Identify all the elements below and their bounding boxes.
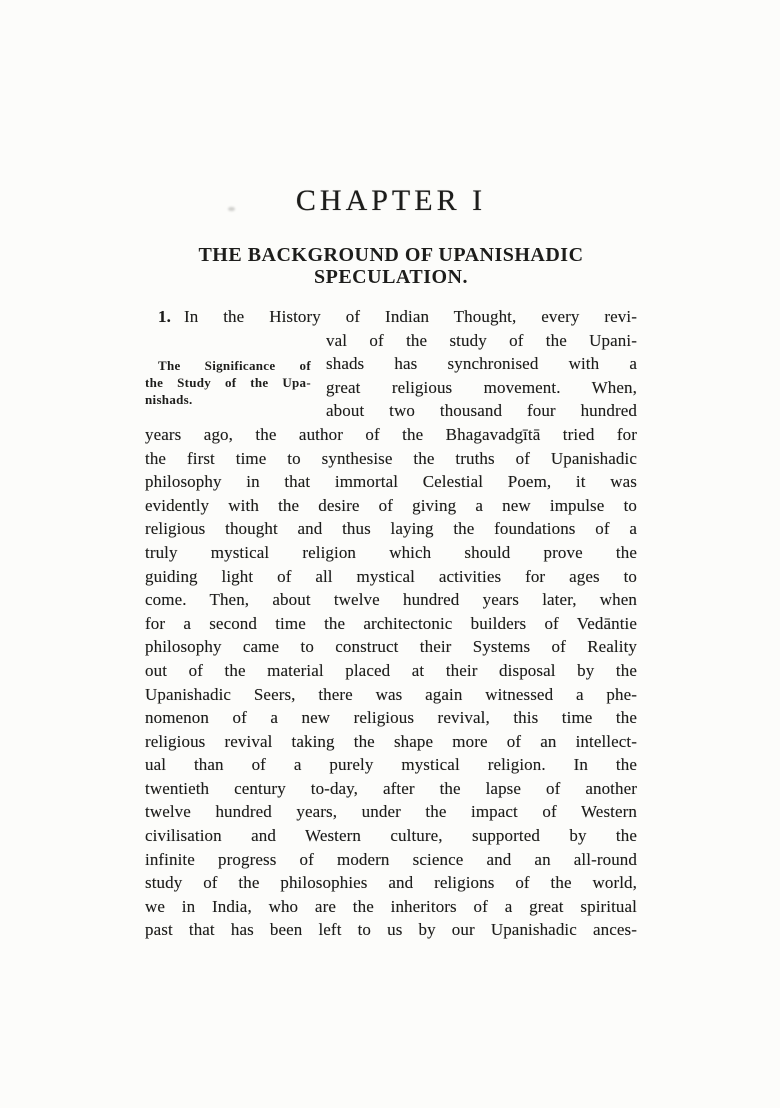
margin-note-column [145,329,326,423]
body-line: philosophy came to construct their Systems of Reality [145,637,637,657]
body-line: twentieth century to-day, after the lapse of another [145,778,637,798]
body-line: religious thought and thus laying the foundations of a [145,519,637,539]
chapter-heading: CHAPTER I [295,184,487,217]
body-line: philosophy in that immortal Celestial Poem, it was [145,472,637,492]
body-line: out of the material placed at their disposal by the [145,660,637,680]
body-line: truly mystical religion which should prove the [145,542,637,562]
body-line: evidently with the desire of giving a new impulse to [145,495,637,515]
body-text [145,305,637,942]
section-heading-line-2: SPECULATION. [314,266,468,288]
note-row [145,329,637,423]
body-line: come. Then, about twelve hundred years later, when [145,590,637,610]
body-line: val of the study of the Upani- [326,330,637,350]
body-line: nomenon of a new religious revival, this time the [145,708,637,728]
margin-note-line: The Significance of [158,357,311,373]
section-heading [145,244,637,288]
body-line: religious revival taking the shape more of an intellect- [145,731,637,751]
margin-note [145,357,311,408]
body-line: twelve hundred years, under the impact of Western [145,802,637,822]
section-heading-line-1: THE BACKGROUND OF UPANISHADIC [198,244,584,266]
body-line: guiding light of all mystical activities for ages to [145,566,637,586]
margin-note-line: nishads. [145,391,193,407]
body-line: shads has synchronised with a [326,354,637,374]
body-line: years ago, the author of the Bhagavadgītā tried for [145,424,637,444]
paragraph-number: 1. [158,307,171,326]
body-line: we in India, who are the inheritors of a great spiritual [145,896,637,916]
margin-note-line: the Study of the Upa- [145,374,311,390]
body-line: the first time to synthesise the truths of Upanishadic [145,448,637,468]
body-line: for a second time the architectonic builders of Vedāntie [145,613,637,633]
body-line: past that has been left to us by our Upanishadic ances- [145,920,637,940]
body-line: about two thousand four hundred [326,401,637,421]
body-line: great religious movement. When, [326,377,637,397]
indented-lines-column [326,329,637,423]
body-line: civilisation and Western culture, supported by the [145,826,637,846]
body-line [145,305,637,329]
body-line: study of the philosophies and religions of the world, [145,873,637,893]
body-line: Upanishadic Seers, there was again witnessed a phe- [145,684,637,704]
body-line: ual than of a purely mystical religion. In the [145,755,637,775]
body-line: infinite progress of modern science and an all-round [145,849,637,869]
body-line-text: In the History of Indian Thought, every revi- [183,307,637,326]
